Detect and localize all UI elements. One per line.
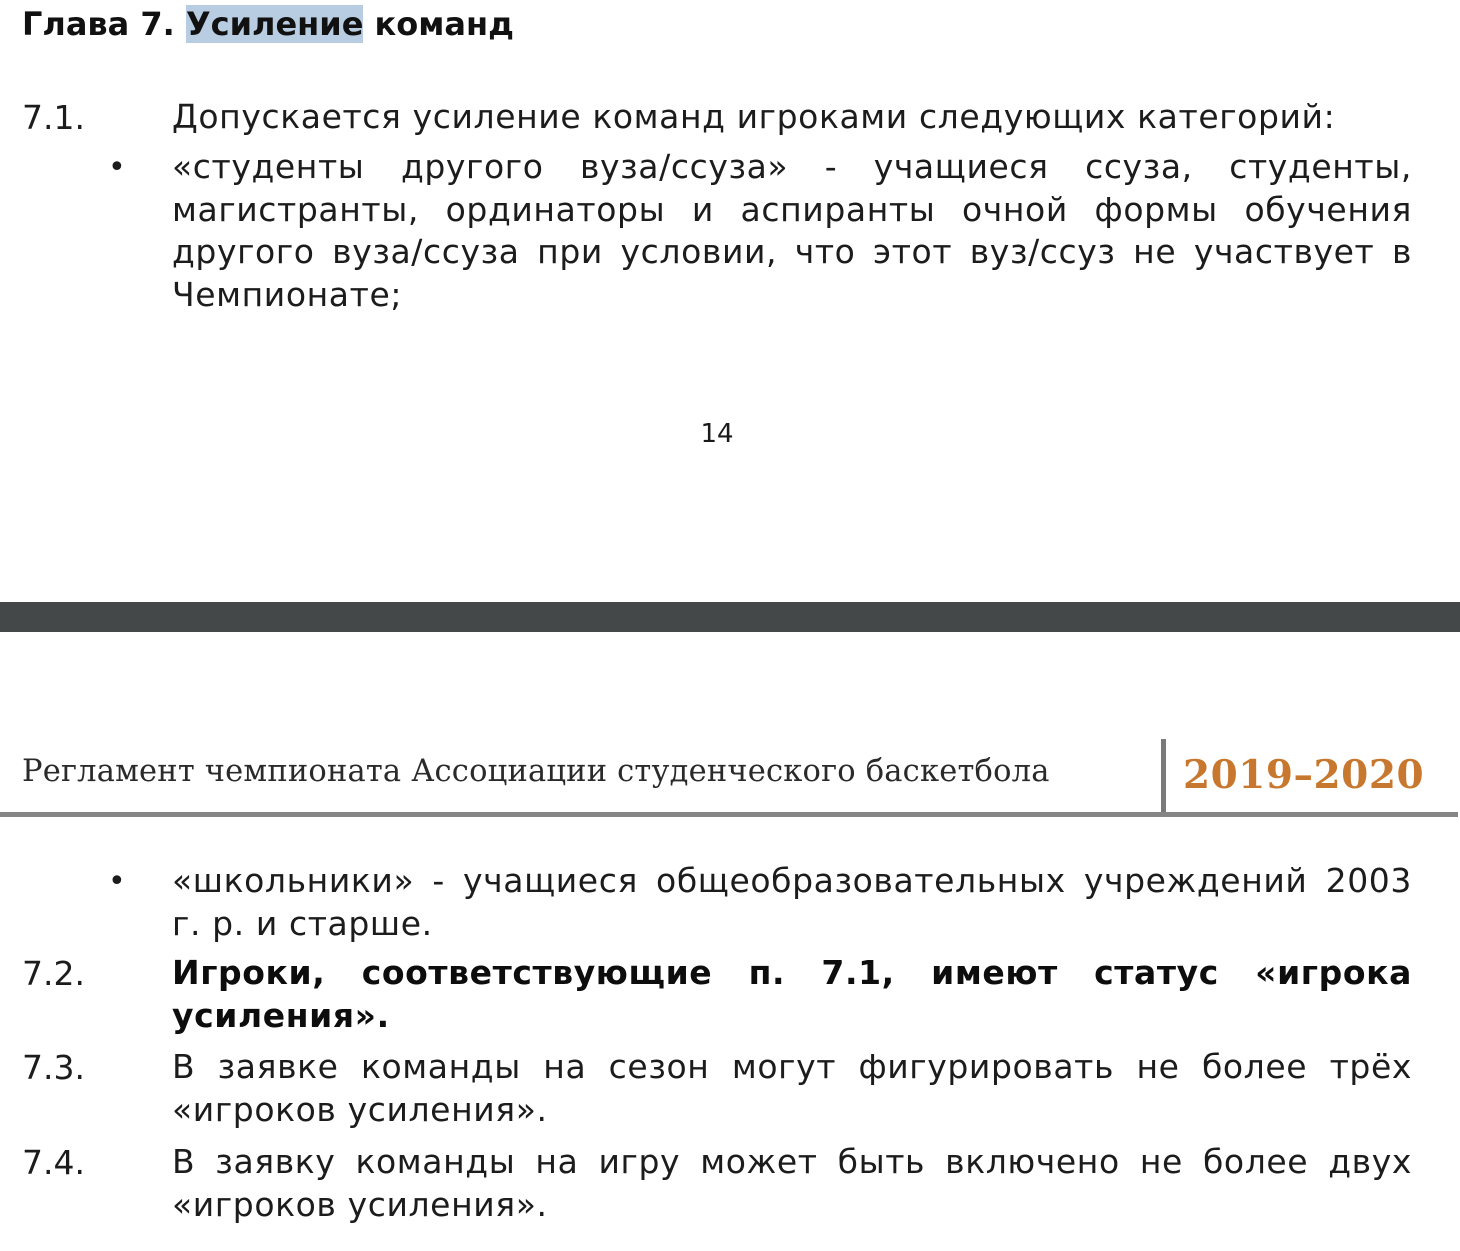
running-header-year: 2019–2020 [1183,752,1425,798]
clause-number-7-1: 7.1. [22,98,85,137]
page-separator [0,602,1460,632]
bullet-text-other-university: «студенты другого вуза/ссуза» - учащиеся ссуза, студенты, магистранты, ординаторы и аспиранты очной формы обучения другого вуза/ссуза при условии, что этот вуз/ссуз не участвует в Чемпионате; [172,147,1412,314]
clause-text-7-4: В заявку команды на игру может быть включено не более двух «игроков усиления». [172,1142,1412,1224]
clause-text-7-3: В заявке команды на сезон могут фигурировать не более трёх «игроков усиления». [172,1047,1412,1129]
clause-text-7-2: Игроки, соответствующие п. 7.1, имеют статус «игрока усиления». [172,953,1412,1035]
clause-number-7-3: 7.3. [22,1048,85,1087]
header-rule [0,812,1458,817]
clause-text-7-1: Допускается усиление команд игроками следующих категорий: [172,97,1336,136]
document-page-15 [0,632,1460,1251]
clause-number-7-2: 7.2. [22,954,85,993]
header-divider-vertical [1161,739,1166,813]
page-number: 14 [700,419,734,449]
clause-number-7-4: 7.4. [22,1143,85,1182]
chapter-heading-suffix: команд [363,5,514,43]
chapter-heading [22,2,514,46]
running-header-title: Регламент чемпионата Ассоциации студенческого баскетбола [22,754,1050,789]
bullet-text-schoolchildren: «школьники» - учащиеся общеобразовательных учреждений 2003 г. р. и старше. [172,861,1412,943]
chapter-heading-prefix: Глава 7. [22,5,186,43]
document-page-14 [0,0,1460,602]
bullet-marker: • [108,150,126,185]
bullet-marker: • [108,864,126,899]
selected-text-highlight[interactable]: Усиление [185,5,364,43]
